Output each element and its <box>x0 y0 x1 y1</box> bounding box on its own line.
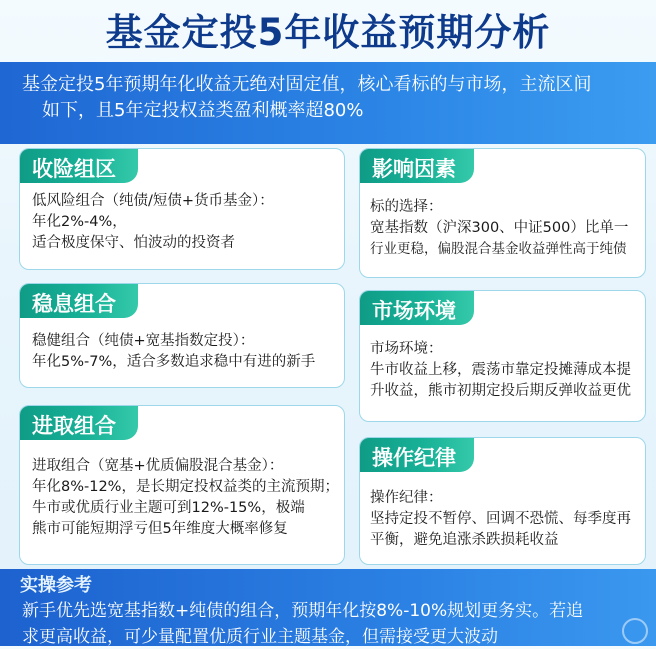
card-body <box>370 339 637 402</box>
card-header: 影响因素 <box>360 149 474 183</box>
card-header: 市场环境 <box>360 291 474 325</box>
card-line: 熊市可能短期浮亏但5年维度大概率修复 <box>32 521 288 537</box>
card-discipline <box>359 437 646 565</box>
footer-line: 求更高收益，可少量配置优质行业主题基金，但需接受更大波动 <box>22 627 498 647</box>
card-line: 牛市或优质行业主题可到12%-15%，极端 <box>32 500 305 516</box>
card-header: 稳息组合 <box>20 284 138 318</box>
card-line: 牛市收益上移，震荡市靠定投摊薄成本提 <box>370 362 631 378</box>
card-header: 操作纪律 <box>360 438 474 472</box>
card-line: 年化8%-12%，是长期定投权益类的主流预期； <box>32 479 339 495</box>
card-header: 进取组合 <box>20 406 138 440</box>
card-line: 坚持定投不暂停、回调不恐慌、每季度再 <box>370 511 631 527</box>
card-steady <box>19 283 345 388</box>
card-line: 市场环境： <box>370 341 443 357</box>
intro-line: 如下，且5年定投权益类盈利概率超80% <box>42 100 364 121</box>
footer-line: 新手优先选宽基指数+纯债的组合，预期年化按8%-10%规划更务实。若追 <box>22 601 584 621</box>
page-title: 基金定投5年收益预期分析 <box>105 11 551 54</box>
card-line: 适合极度保守、怕波动的投资者 <box>32 235 235 251</box>
watermark-icon <box>622 618 648 644</box>
card-aggressive <box>19 405 345 565</box>
card-line: 年化2%-4%， <box>32 214 127 230</box>
card-line: 行业更稳，偏股混合基金收益弹性高于纯债 <box>370 241 627 257</box>
footer-title: 实操参考 <box>20 575 92 596</box>
card-body <box>32 456 339 540</box>
card-factors <box>359 148 646 278</box>
card-line: 升收益，熊市初期定投后期反弹收益更优 <box>370 383 631 399</box>
card-header: 收险组区 <box>20 149 138 183</box>
card-line: 平衡，避免追涨杀跌损耗收益 <box>370 532 559 548</box>
card-body <box>32 331 336 373</box>
card-line: 稳健组合（纯债+宽基指数定投）： <box>32 333 255 349</box>
footer-banner <box>0 569 656 646</box>
card-line: 标的选择： <box>370 199 443 215</box>
card-body <box>370 488 637 551</box>
intro-banner <box>0 62 656 144</box>
card-body <box>370 197 637 260</box>
card-line: 宽基指数（沪深300、中证500）比单一 <box>370 220 629 236</box>
card-market <box>359 290 646 422</box>
card-line: 年化5%-7%，适合多数追求稳中有进的新手 <box>32 354 316 370</box>
card-line: 低风险组合（纯债/短债+货币基金）： <box>32 193 274 209</box>
card-conservative <box>19 148 345 270</box>
card-body <box>32 191 336 254</box>
card-line: 操作纪律： <box>370 490 443 506</box>
card-line: 进取组合（宽基+优质偏股混合基金）： <box>32 458 284 474</box>
intro-line: 基金定投5年预期年化收益无绝对固定值，核心看标的与市场，主流区间 <box>22 74 592 95</box>
